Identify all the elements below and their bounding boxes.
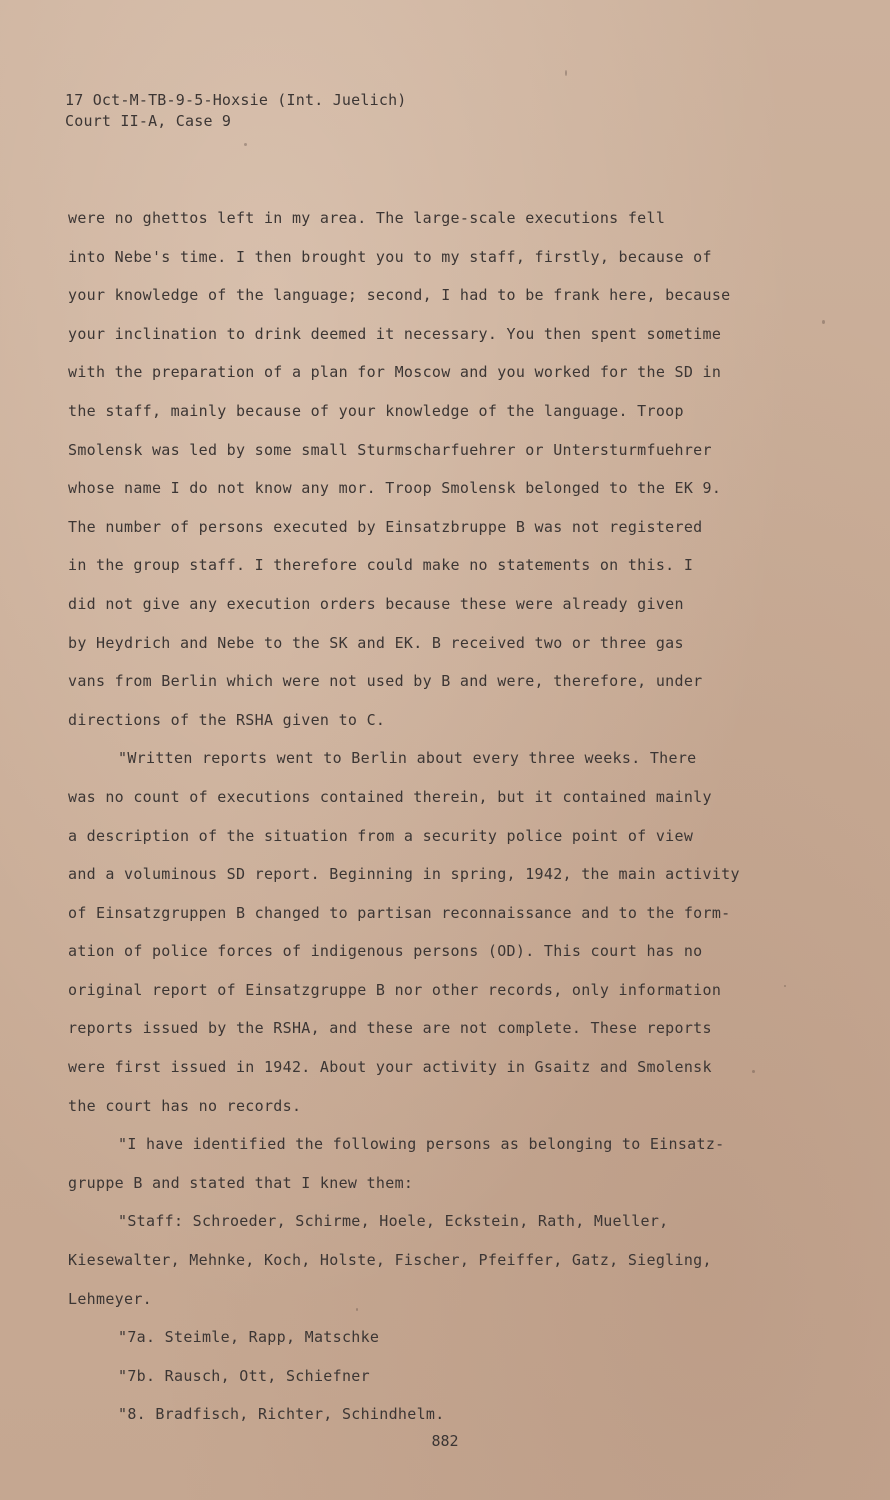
text-line: did not give any execution orders because these were already given xyxy=(68,594,684,613)
text-line: vans from Berlin which were not used by B and were, therefore, under xyxy=(68,672,703,691)
paper-speck xyxy=(565,70,567,76)
text-line: Kiesewalter, Mehnke, Koch, Holste, Fischer, Pfeiffer, Gatz, Siegling, xyxy=(68,1251,712,1270)
text-line: "Staff: Schroeder, Schirme, Hoele, Eckstein, Rath, Mueller, xyxy=(118,1212,669,1231)
text-line: "7a. Steimle, Rapp, Matschke xyxy=(118,1328,380,1347)
text-line: Lehmeyer. xyxy=(68,1289,152,1308)
header-court: Court II-A, Case 9 xyxy=(65,112,232,130)
paper-speck xyxy=(244,143,247,146)
text-line: with the preparation of a plan for Moscow and you worked for the SD in xyxy=(68,363,722,382)
text-line: directions of the RSHA given to C. xyxy=(68,710,386,729)
text-line: Smolensk was led by some small Sturmscharfuehrer or Untersturmfuehrer xyxy=(68,440,712,459)
text-line: was no count of executions contained therein, but it contained mainly xyxy=(68,787,712,806)
text-line: the court has no records. xyxy=(68,1096,302,1115)
text-line: "8. Bradfisch, Richter, Schindhelm. xyxy=(118,1405,445,1424)
text-line: of Einsatzgruppen B changed to partisan reconnaissance and to the form- xyxy=(68,903,731,922)
text-line: and a voluminous SD report. Beginning in spring, 1942, the main activity xyxy=(68,865,740,884)
text-line: original report of Einsatzgruppe B nor other records, only information xyxy=(68,980,722,999)
paper-speck xyxy=(822,320,825,324)
text-line: reports issued by the RSHA, and these are not complete. These reports xyxy=(68,1019,712,1038)
page-number: 882 xyxy=(431,1432,459,1450)
text-line: were no ghettos left in my area. The large-scale executions fell xyxy=(68,209,666,227)
text-line: your knowledge of the language; second, I had to be frank here, because xyxy=(68,286,731,305)
text-line: gruppe B and stated that I knew them: xyxy=(68,1173,414,1192)
document-header xyxy=(65,90,407,132)
text-line: "7b. Rausch, Ott, Schiefner xyxy=(118,1366,370,1385)
paper-speck xyxy=(784,985,786,987)
paper-speck xyxy=(356,1308,358,1311)
text-line: ation of police forces of indigenous persons (OD). This court has no xyxy=(68,942,703,961)
text-line: were first issued in 1942. About your activity in Gsaitz and Smolensk xyxy=(68,1058,712,1077)
text-line: "I have identified the following persons as belonging to Einsatz- xyxy=(118,1135,725,1154)
text-line: in the group staff. I therefore could make no statements on this. I xyxy=(68,556,694,575)
text-line: whose name I do not know any mor. Troop Smolensk belonged to the EK 9. xyxy=(68,479,722,498)
text-line: "Written reports went to Berlin about every three weeks. There xyxy=(118,749,697,768)
document-body xyxy=(68,199,788,1434)
text-line: The number of persons executed by Einsatzbruppe B was not registered xyxy=(68,517,703,536)
text-line: a description of the situation from a security police point of view xyxy=(68,826,694,845)
paper-speck xyxy=(752,1070,755,1073)
text-line: into Nebe's time. I then brought you to my staff, firstly, because of xyxy=(68,247,712,266)
text-line: your inclination to drink deemed it necessary. You then spent sometime xyxy=(68,324,722,343)
text-line: by Heydrich and Nebe to the SK and EK. B received two or three gas xyxy=(68,633,684,652)
header-reference: 17 Oct-M-TB-9-5-Hoxsie (Int. Juelich) xyxy=(65,91,407,109)
text-line: the staff, mainly because of your knowledge of the language. Troop xyxy=(68,401,684,420)
